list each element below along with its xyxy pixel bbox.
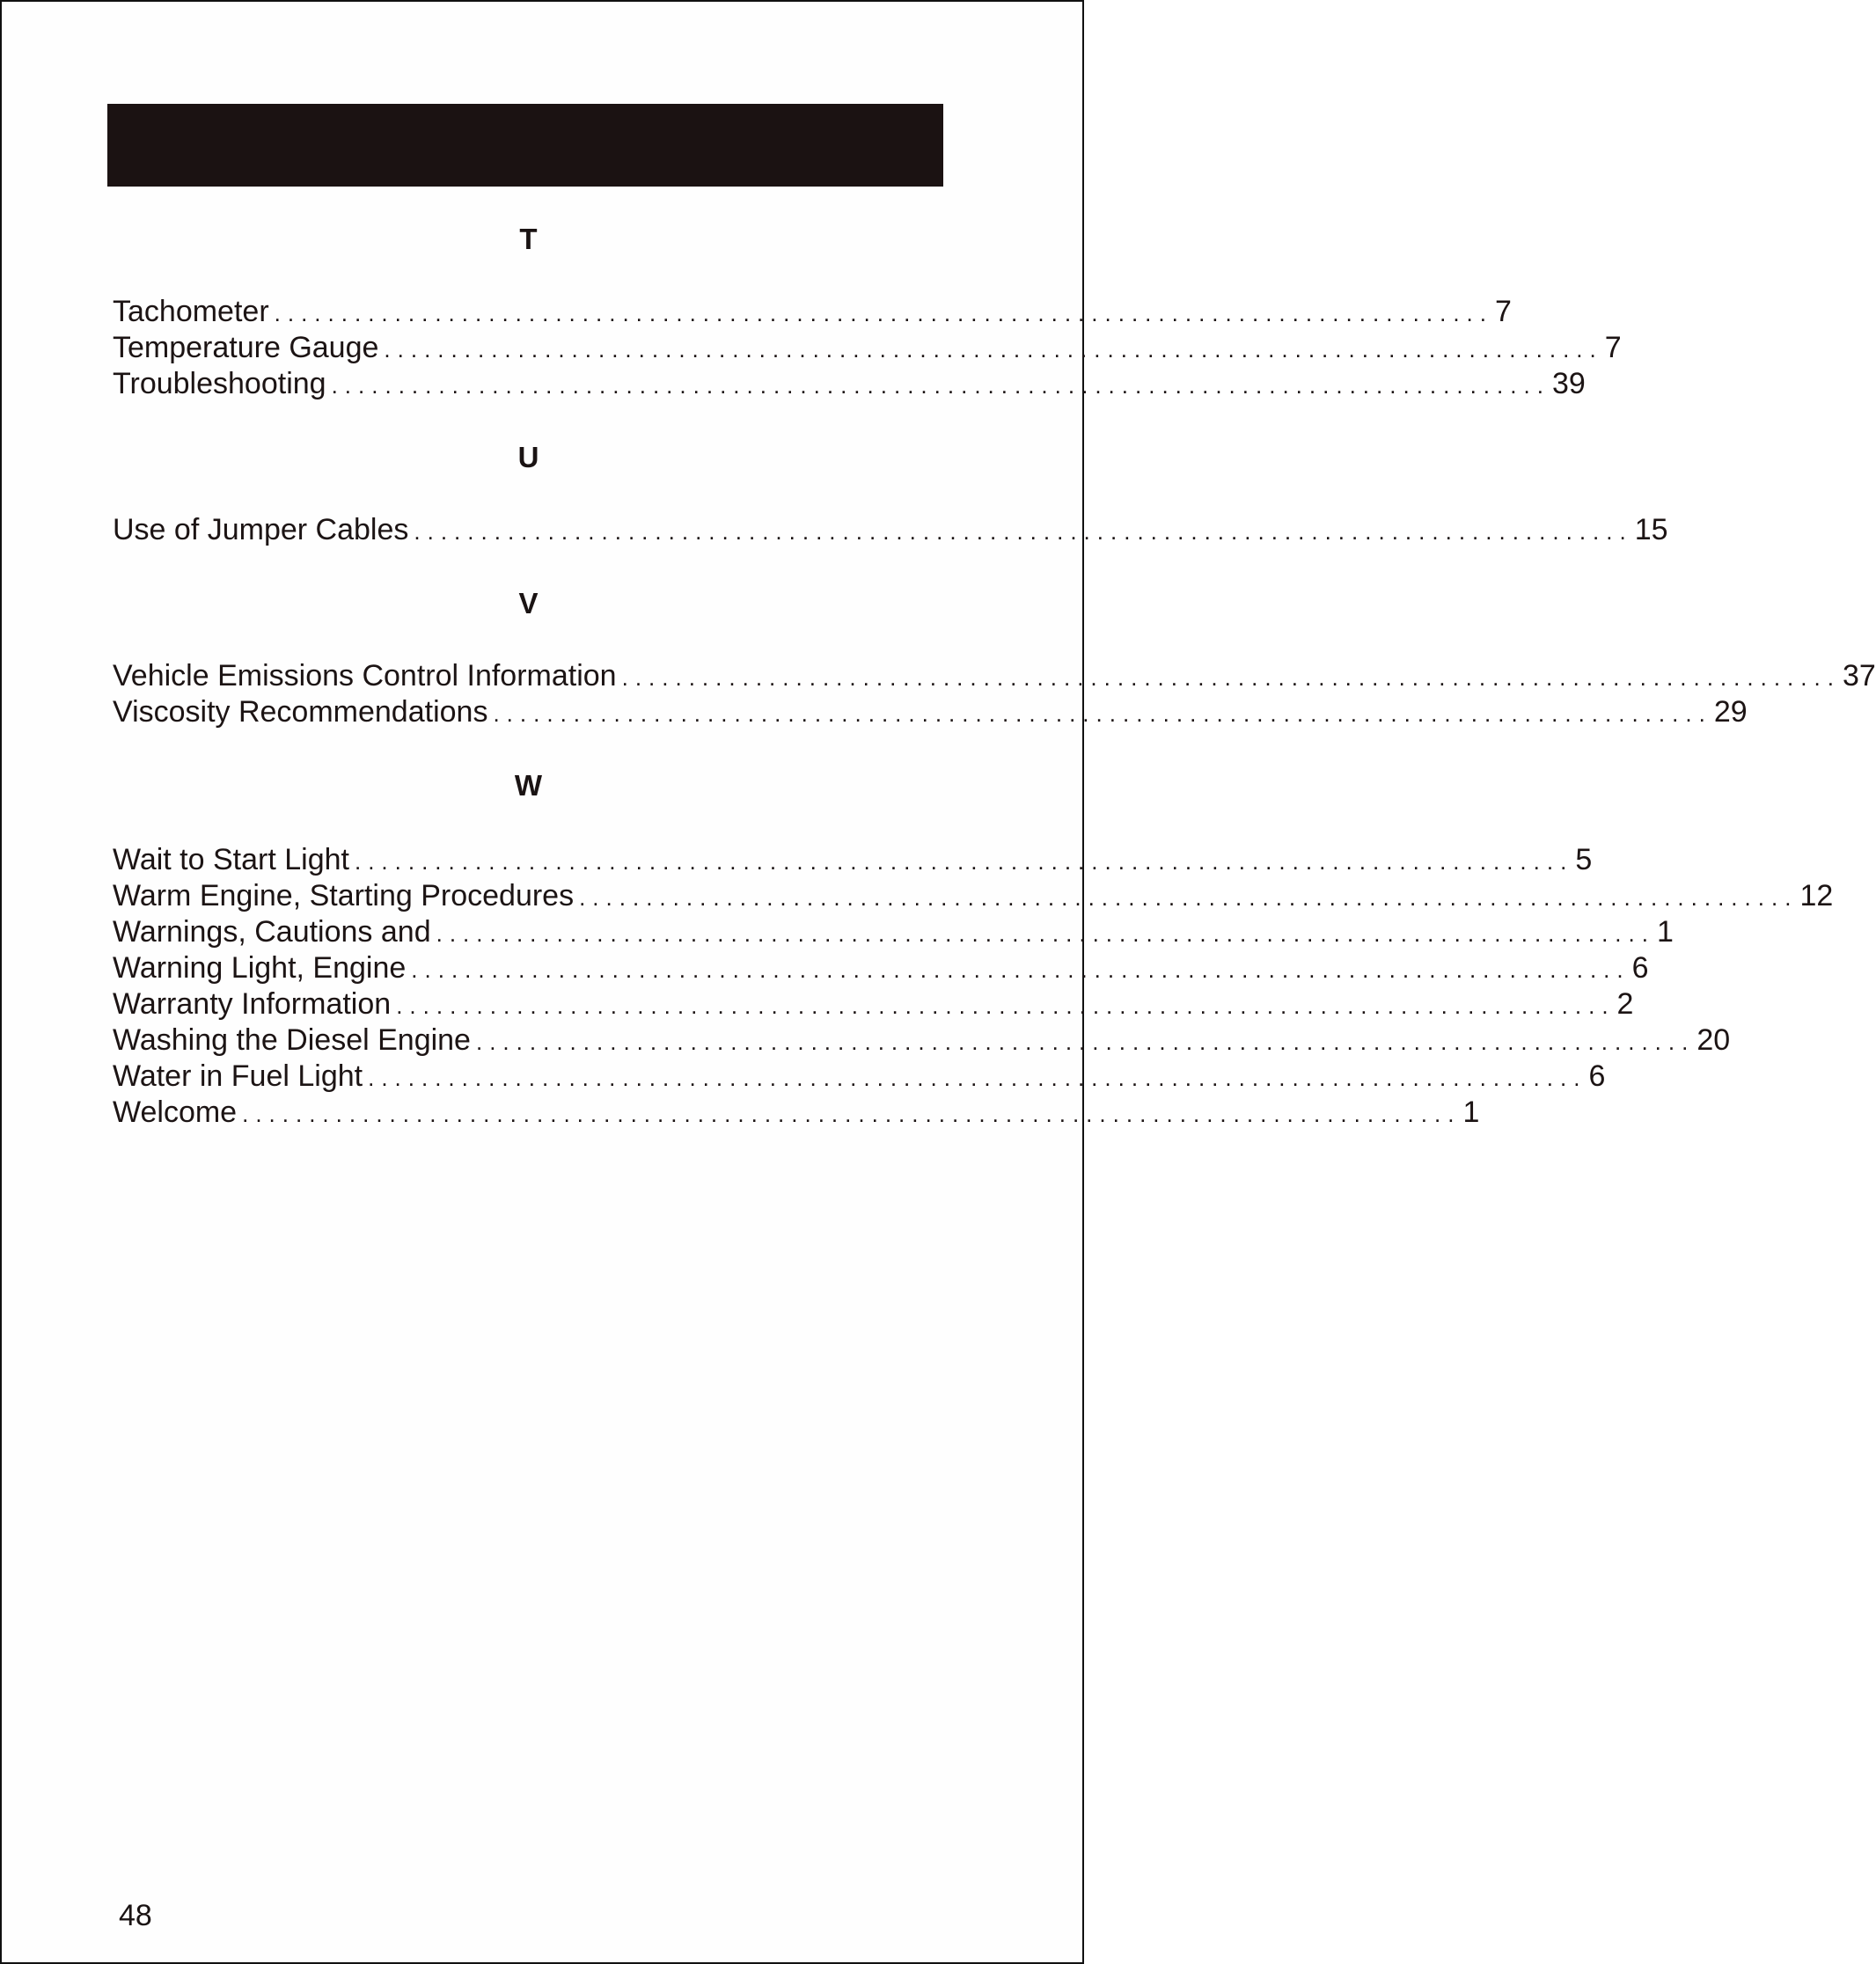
entry-label: Viscosity Recommendations (113, 695, 488, 729)
dot-leader: ........................................................................................... (368, 1065, 1587, 1091)
entry-page: 5 (1575, 843, 1593, 876)
index-entry (113, 329, 1622, 366)
dot-leader: ........................................................................................... (436, 920, 1655, 947)
index-entry (113, 1094, 1480, 1131)
dot-leader: ........................................................................................... (411, 956, 1631, 983)
entry-page: 2 (1616, 987, 1634, 1021)
entry-label: Warranty Information (113, 987, 392, 1021)
entry-label: Temperature Gauge (113, 331, 379, 364)
index-entry (113, 657, 1876, 694)
dot-leader: ........................................................................................... (242, 1101, 1462, 1127)
section-letter-v: V (518, 587, 539, 619)
page-number: 48 (119, 1899, 152, 1932)
index-entry (113, 986, 1634, 1022)
index-entry (113, 913, 1674, 950)
index-entry (113, 693, 1748, 730)
dot-leader: ........................................................................................... (621, 664, 1841, 691)
entry-page: 1 (1656, 915, 1674, 949)
entry-label: Tachometer (113, 295, 269, 328)
entry-page: 15 (1634, 513, 1668, 546)
entry-page: 7 (1604, 331, 1622, 364)
entry-label: Vehicle Emissions Control Information (113, 659, 617, 693)
entry-label: Use of Jumper Cables (113, 513, 409, 546)
index-entry (113, 293, 1512, 330)
entry-label: Warnings, Cautions and (113, 915, 431, 949)
index-entry (113, 511, 1668, 548)
entry-page: 7 (1495, 295, 1512, 328)
header-bar (107, 104, 943, 187)
index-entry (113, 1058, 1606, 1095)
entry-label: Troubleshooting (113, 367, 326, 400)
entry-page: 39 (1551, 367, 1586, 400)
index-entry (113, 365, 1586, 402)
dot-leader: ........................................................................................... (396, 993, 1616, 1019)
entry-page: 12 (1799, 879, 1834, 912)
entry-label: Welcome (113, 1096, 238, 1129)
entry-label: Washing the Diesel Engine (113, 1023, 471, 1057)
index-entry (113, 877, 1834, 914)
dot-leader: ........................................................................................... (384, 336, 1603, 363)
dot-leader: ........................................................................................... (579, 884, 1799, 911)
entry-label: Wait to Start Light (113, 843, 349, 876)
entry-page: 37 (1842, 659, 1876, 693)
index-entry (113, 1022, 1731, 1059)
dot-leader: ........................................................................................... (354, 848, 1574, 875)
dot-leader: ........................................................................................... (274, 300, 1493, 326)
entry-label: Water in Fuel Light (113, 1059, 363, 1093)
section-letter-w: W (514, 769, 543, 802)
index-entry (113, 841, 1593, 878)
dot-leader: ........................................................................................... (493, 700, 1712, 727)
section-letter-t: T (519, 223, 538, 255)
entry-label: Warm Engine, Starting Procedures (113, 879, 575, 912)
entry-page: 20 (1696, 1023, 1731, 1057)
index-entry (113, 949, 1649, 986)
dot-leader: ........................................................................................... (475, 1029, 1696, 1055)
dot-leader: ........................................................................................... (331, 372, 1550, 399)
entry-page: 1 (1462, 1096, 1480, 1129)
entry-label: Warning Light, Engine (113, 951, 407, 985)
entry-page: 6 (1631, 951, 1649, 985)
entry-page: 29 (1713, 695, 1748, 729)
dot-leader: ........................................................................................... (414, 518, 1633, 545)
entry-page: 6 (1588, 1059, 1606, 1093)
section-letter-u: U (517, 441, 539, 473)
